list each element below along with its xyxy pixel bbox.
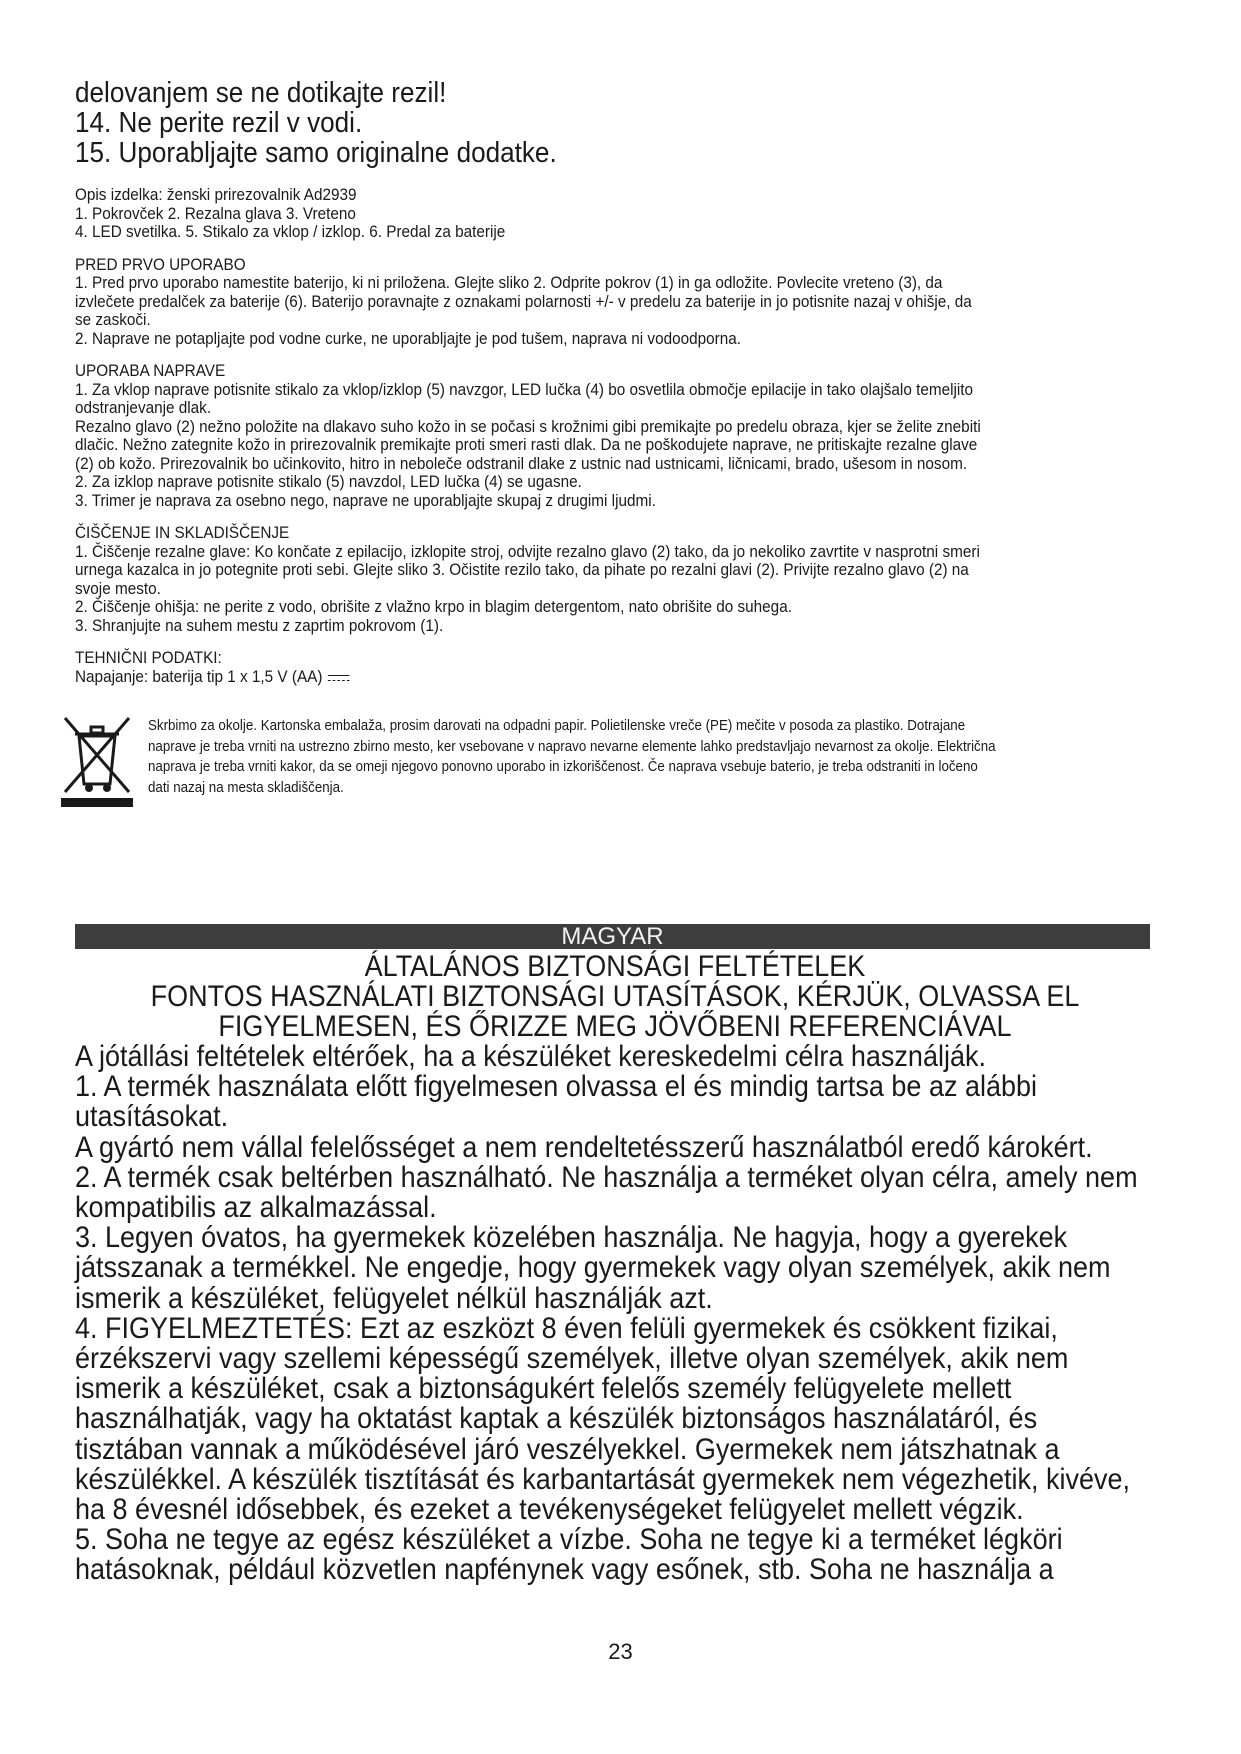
- section-title: [75, 952, 1155, 1042]
- text-line: érzékszervi vagy szellemi képességű személyek, illetve olyan személyek, akik nem: [75, 1342, 1069, 1376]
- text-line: 2. A termék csak beltérben használható. Ne használja a terméket olyan célra, amely nem: [75, 1160, 1138, 1194]
- text-line: Opis izdelka: ženski prirezovalnik Ad2939: [75, 185, 357, 204]
- title-line: FONTOS HASZNÁLATI BIZTONSÁGI UTASÍTÁSOK, KÉRJÜK, OLVASSA EL: [150, 980, 1080, 1013]
- text-line: ha 8 évesnél idősebbek, és ezeket a tevékenységeket felügyelet mellett végzik.: [75, 1493, 1024, 1527]
- text-line: 2. Za izklop naprave potisnite stikalo (5) navzdol, LED lučka (4) se ugasne.: [75, 472, 582, 491]
- text-line: Rezalno glavo (2) nežno položite na dlakavo suho kožo in se počasi s krožnimi gibi premikajte po predelu obraza, kjer se želite znebiti: [75, 416, 981, 436]
- text-line: A gyártó nem vállal felelősséget a nem rendeltetésszerű használatból eredő károkért.: [75, 1130, 1093, 1164]
- text-line: ismerik a készüléket, felügyelet nélkül használják azt.: [75, 1281, 713, 1315]
- page-number: 23: [608, 1639, 633, 1664]
- text-line: 1. Čiščenje rezalne glave: Ko končate z epilacijo, izklopite stroj, odvijte rezalno glavo (2) tako, da jo nekoliko zavrtite v nasprotni smeri: [75, 541, 980, 561]
- title-line: FIGYELMESEN, ÉS ŐRIZZE MEG JÖVŐBENI REFERENCIÁVAL: [218, 1010, 1012, 1043]
- text-line: 15. Uporabljajte samo originalne dodatke.: [75, 137, 557, 169]
- text-line: hatásoknak, például közvetlen napfénynek vagy esőnek, stb. Soha ne használja a: [75, 1553, 1054, 1587]
- text-line: kompatibilis az alkalmazással.: [75, 1191, 437, 1225]
- text-line: (2) ob kožo. Prirezovalnik bo učinkovito, hitro in neboleče odstranil dlake z ustnic nad ustnicami, ličnicami, brado, ušesom in nosom.: [75, 453, 968, 473]
- direct-current-icon: [328, 674, 350, 684]
- text-line: 3. Legyen óvatos, ha gyermekek közelében használja. Ne hagyja, hogy a gyerekek: [75, 1221, 1068, 1255]
- text-line: 1. A termék használata előtt figyelmesen olvassa el és mindig tartsa be az alábbi: [75, 1070, 1038, 1104]
- text-line: 1. Pokrovček 2. Rezalna glava 3. Vreteno: [75, 203, 356, 223]
- usage: [75, 362, 1155, 510]
- text-line: 1. Za vklop naprave potisnite stikalo za vklop/izklop (5) navzgor, LED lučka (4) bo osvetlila območje epilacije in tako olajšalo temeljito: [75, 379, 974, 399]
- text-line: 4. FIGYELMEZTETÉS: Ezt az eszközt 8 éven felüli gyermekek és csökkent fizikai,: [75, 1311, 1058, 1345]
- text-line: dati nazaj na mesta skladiščenja.: [148, 779, 344, 796]
- text-line: 2. Čiščenje ohišja: ne perite z vodo, obrišite z vlažno krpo in blagim detergentom, nato obrišite do suhega.: [75, 597, 792, 616]
- language-banner: MAGYAR: [75, 924, 1150, 949]
- text-line: delovanjem se ne dotikajte rezil!: [75, 77, 447, 109]
- text-line: utasításokat.: [75, 1100, 229, 1134]
- section-heading: UPORABA NAPRAVE: [75, 361, 226, 380]
- text-line: Skrbimo za okolje. Kartonska embalaža, prosim darovati na odpadni papir. Polietilenske vreče (PE) mečite v posoda za plastiko. Dotrajane: [148, 718, 966, 734]
- text-line: játsszanak a termékkel. Ne engedje, hogy gyermekek vagy olyan személyek, akik nem: [75, 1251, 1111, 1285]
- text-line: urnega kazalca in jo potegnite proti sebi. Glejte sliko 3. Očistite rezilo tako, da pihate po rezalni glavi (2). Privijte rezalno glavo (2) na: [75, 560, 969, 579]
- text-line: ismerik a készüléket, csak a biztonságukért felelős személy felügyelete mellett: [75, 1372, 1012, 1406]
- power-spec-text: Napajanje: baterija tip 1 x 1,5 V (AA): [75, 666, 323, 686]
- text-line: odstranjevanje dlak.: [75, 398, 212, 417]
- product-description: [75, 186, 1155, 242]
- text-line: 3. Shranjujte na suhem mestu z zaprtim pokrovom (1).: [75, 615, 444, 635]
- technical-data: [75, 649, 1155, 686]
- text-line: se zaskoči.: [75, 310, 151, 329]
- text-line: 5. Soha ne tegye az egész készüléket a vízbe. Soha ne tegye ki a terméket légköri: [75, 1523, 1063, 1557]
- text-line: dlačic. Nežno zategnite kožo in prirezovalnik premikajte proti smeri rasti dlak. Da ne poškodujete naprave, ne pritiskajte rezalne glave: [75, 435, 978, 454]
- text-line: naprave je treba vrniti na ustrezno zbirno mesto, ker vsebovane v napravo nevarne elemente lahko predstavljajo nevarnost za okolje. Električna: [148, 738, 996, 755]
- title-line: ÁLTALÁNOS BIZTONSÁGI FELTÉTELEK: [364, 950, 866, 983]
- text-line: 14. Ne perite rezil v vodi.: [75, 107, 363, 139]
- environment-notice: [75, 716, 1155, 804]
- text-line: 1. Pred prvo uporabo namestite baterijo, ki ni priložena. Glejte sliko 2. Odprite pokrov (1) in ga odložite. Povlecite vreteno (3), da: [75, 273, 943, 292]
- weee-crossed-bin-icon: [59, 712, 135, 808]
- cleaning-storage: [75, 524, 1155, 635]
- power-spec: [75, 668, 1154, 687]
- safety-instructions: [75, 1042, 1155, 1586]
- top-instructions: [75, 78, 1155, 168]
- text-line: izvlečete predalček za baterije (6). Baterijo poravnajte z oznakami polarnosti +/- v predelu za baterije in jo potisnite nazaj v ohišje, da: [75, 291, 972, 311]
- slovenian-section: [75, 78, 1155, 804]
- text-line: 3. Trimer je naprava za osebno nego, naprave ne uporabljajte skupaj z drugimi ljudmi.: [75, 490, 656, 510]
- text-line: svoje mesto.: [75, 578, 161, 598]
- environment-text: [148, 716, 1114, 798]
- text-line: 4. LED svetilka. 5. Stikalo za vklop / izklop. 6. Predal za baterije: [75, 222, 506, 241]
- section-heading: ČIŠČENJE IN SKLADIŠČENJE: [75, 523, 290, 542]
- text-line: használhatják, vagy ha oktatást kaptak a készülék biztonságos használatáról, és: [75, 1402, 1038, 1436]
- text-line: 2. Naprave ne potapljajte pod vodne curke, ne uporabljajte je pod tušem, naprava ni vodoodporna.: [75, 328, 742, 348]
- text-line: tisztában vannak a működésével járó veszélyekkel. Gyermekek nem játszhatnak a: [75, 1432, 1060, 1466]
- hungarian-section: [75, 952, 1155, 1586]
- text-line: készülékkel. A készülék tisztítását és karbantartását gyermekek nem végezhetik, kivéve,: [75, 1462, 1130, 1496]
- before-first-use: [75, 256, 1155, 349]
- section-heading: PRED PRVO UPORABO: [75, 254, 246, 274]
- text-line: naprava je treba vrniti kakor, da se omeji njegovo ponovno uporabo in izkoriščenost. Če naprava vsebuje baterio, je treba odstraniti in ločeno: [148, 759, 978, 775]
- text-line: A jótállási feltételek eltérőek, ha a készüléket kereskedelmi célra használják.: [75, 1040, 986, 1073]
- section-heading: TEHNIČNI PODATKI:: [75, 648, 222, 667]
